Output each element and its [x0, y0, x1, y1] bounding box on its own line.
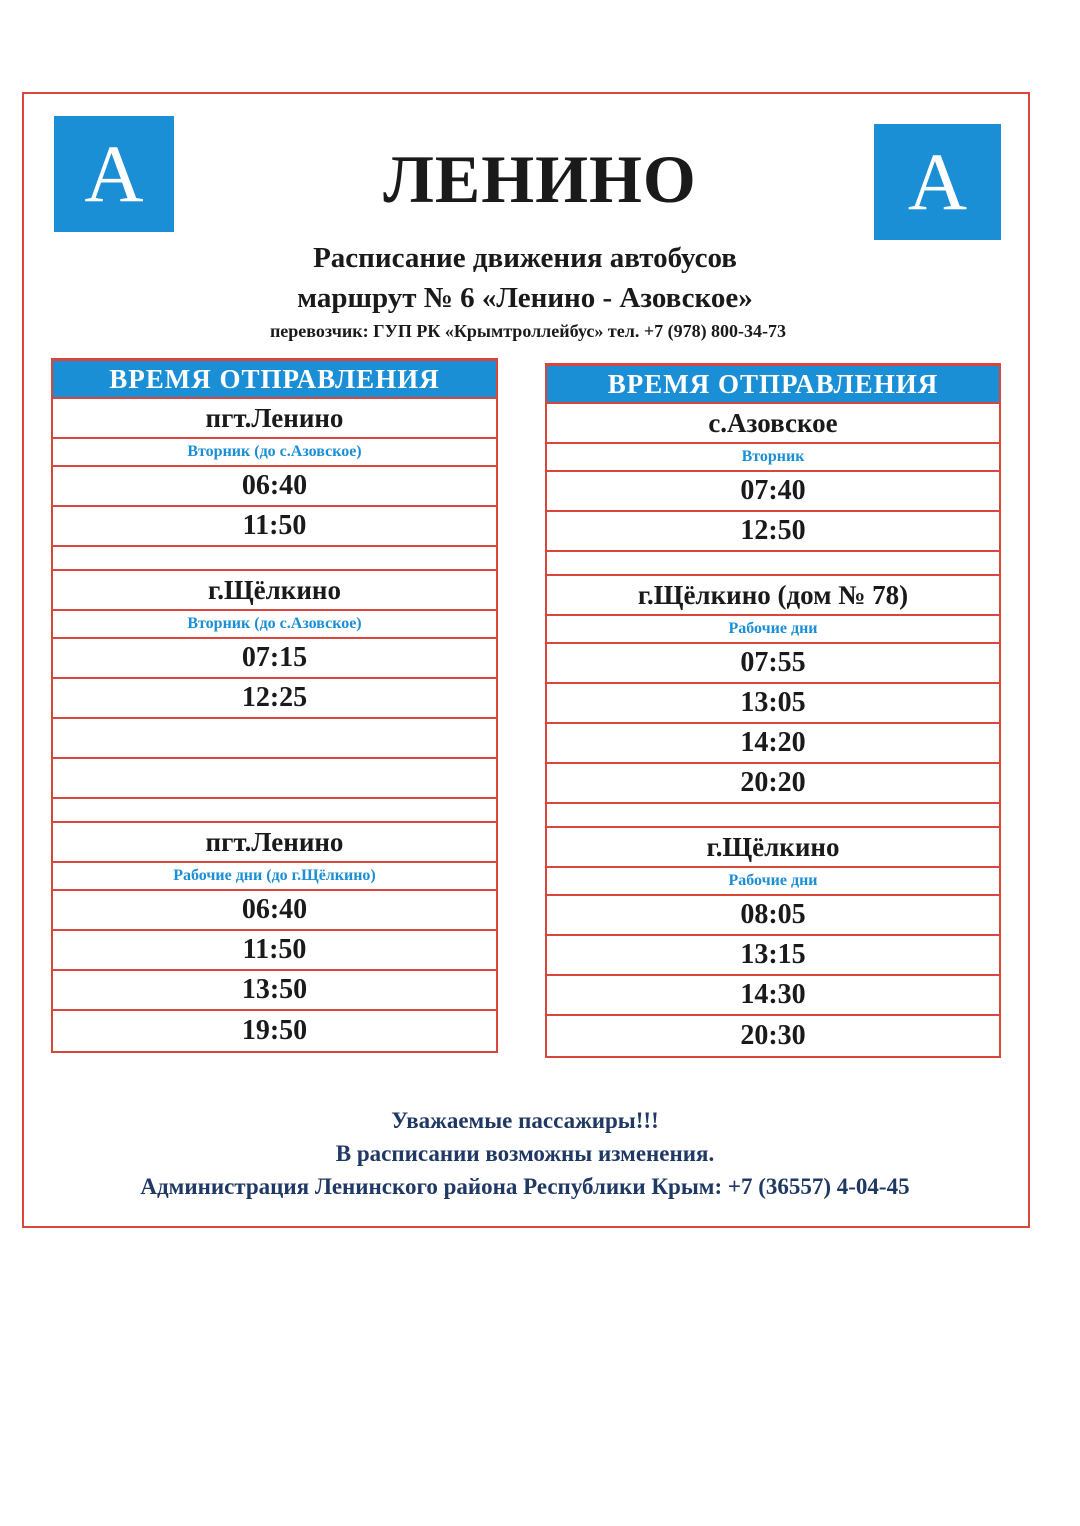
empty-row [53, 759, 496, 799]
stop-name: с.Азовское [547, 404, 999, 444]
table-header: ВРЕМЯ ОТПРАВЛЕНИЯ [53, 358, 496, 399]
days-label: Рабочие дни (до г.Щёлкино) [53, 863, 496, 891]
departure-time: 13:50 [53, 971, 496, 1011]
departure-time: 12:25 [53, 679, 496, 719]
spacer-row [547, 804, 999, 828]
bus-stop-logo-left: A [54, 116, 174, 232]
departure-table-right [545, 363, 1001, 1058]
days-label: Рабочие дни [547, 616, 999, 644]
departure-time: 20:30 [740, 1020, 806, 1051]
stop-name: г.Щёлкино [53, 571, 496, 611]
page-title: ЛЕНИНО [383, 141, 697, 217]
route-name: маршрут № 6 «Ленино - Азовское» [297, 282, 753, 314]
stop-name: г.Щёлкино (дом № 78) [547, 576, 999, 616]
departure-time: 07:55 [547, 644, 999, 684]
departure-time: 06:40 [53, 891, 496, 931]
departure-time: 20:20 [547, 764, 999, 804]
footer-notice: В расписании возможны изменения. [335, 1141, 715, 1166]
departure-time: 08:05 [547, 896, 999, 936]
departure-time: 12:50 [547, 512, 999, 552]
empty-row [53, 719, 496, 759]
departure-time: 11:50 [53, 507, 496, 547]
carrier-info: перевозчик: ГУП РК «Крымтроллейбус» тел. +7 (978) 800-34-73 [269, 321, 787, 341]
spacer-row [53, 547, 496, 571]
departure-time: 13:15 [547, 936, 999, 976]
days-label: Вторник [547, 444, 999, 472]
days-label: Вторник (до с.Азовское) [53, 439, 496, 467]
footer-greeting: Уважаемые пассажиры!!! [391, 1108, 659, 1133]
stop-name: пгт.Ленино [53, 823, 496, 863]
departure-table-left [51, 358, 498, 1053]
stop-name: пгт.Ленино [53, 399, 496, 439]
footer-contact: Администрация Ленинского района Республики Крым: +7 (36557) 4-04-45 [140, 1174, 910, 1199]
departure-time: 19:50 [241, 1015, 308, 1046]
days-label: Вторник (до с.Азовское) [53, 611, 496, 639]
departure-time: 07:15 [53, 639, 496, 679]
schedule-subtitle: Расписание движения автобусов [313, 242, 737, 274]
departure-time: 07:40 [547, 472, 999, 512]
departure-time: 06:40 [53, 467, 496, 507]
departure-time: 11:50 [53, 931, 496, 971]
departure-time: 13:05 [547, 684, 999, 724]
days-label: Рабочие дни [547, 868, 999, 896]
spacer-row [53, 799, 496, 823]
table-header: ВРЕМЯ ОТПРАВЛЕНИЯ [547, 363, 999, 404]
bus-stop-logo-right: A [874, 124, 1001, 240]
departure-time: 14:20 [547, 724, 999, 764]
spacer-row [547, 552, 999, 576]
departure-time: 14:30 [547, 976, 999, 1016]
stop-name: г.Щёлкино [547, 828, 999, 868]
